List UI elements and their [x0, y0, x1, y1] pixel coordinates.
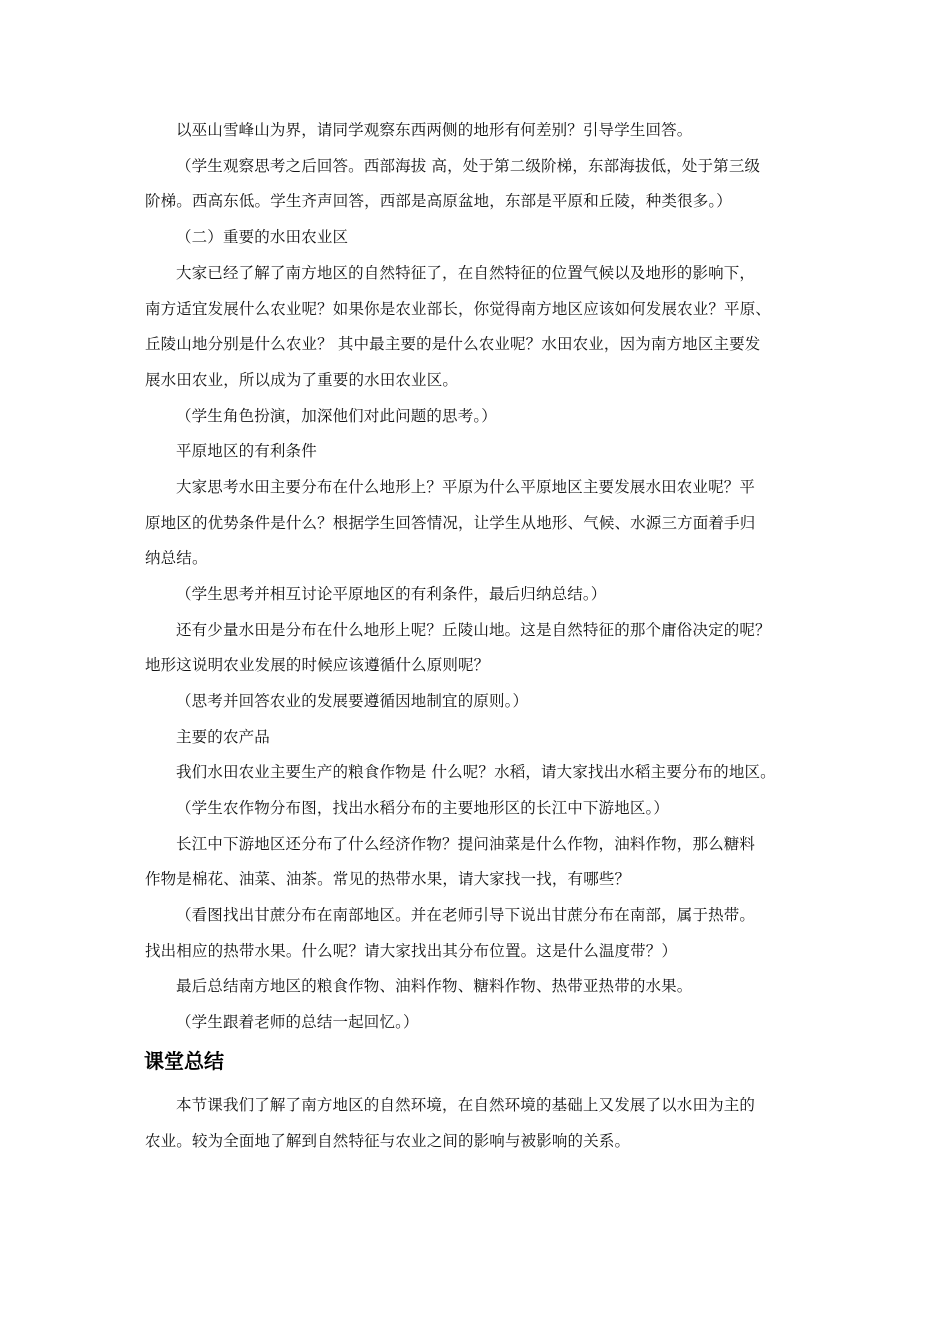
paragraph-line: 我们水田农业主要生产的粮食作物是 什么呢？水稻，请大家找出水稻主要分布的地区。: [176, 763, 776, 781]
paragraph-line: （学生思考并相互讨论平原地区的有利条件，最后归纳总结。）: [176, 585, 607, 603]
paragraph-line: 还有少量水田是分布在什么地形上呢？丘陵山地。这是自然特征的那个庸俗决定的呢？: [176, 621, 771, 639]
paragraph-line: 作物是棉花、油菜、油茶。常见的热带水果，请大家找一找，有哪些？: [145, 870, 631, 888]
paragraph-line: （思考并回答农业的发展要遵循因地制宜的原则。）: [176, 692, 529, 710]
paragraph-line: 长江中下游地区还分布了什么经济作物？提问油菜是什么作物，油料作物，那么糖料: [176, 835, 756, 853]
topic-label: 主要的农产品: [176, 728, 270, 746]
section-heading: 课堂总结: [144, 1049, 224, 1073]
paragraph-line: （学生观察思考之后回答。西部海拔 高，处于第二级阶梯，东部海拔低，处于第三级: [176, 157, 761, 175]
paragraph-line: 地形这说明农业发展的时候应该遵循什么原则呢？: [145, 656, 490, 674]
topic-label: 平原地区的有利条件: [176, 442, 317, 460]
summary-line: 本节课我们了解了南方地区的自然环境，在自然环境的基础上又发展了以水田为主的: [176, 1096, 756, 1114]
paragraph-line: 展水田农业，所以成为了重要的水田农业区。: [145, 371, 459, 389]
paragraph-line: （学生角色扮演，加深他们对此问题的思考。）: [176, 407, 497, 425]
paragraph-line: 南方适宜发展什么农业呢？如果你是农业部长，你觉得南方地区应该如何发展农业？平原、: [145, 300, 772, 318]
paragraph-line: （学生农作物分布图，找出水稻分布的主要地形区的长江中下游地区。）: [176, 799, 670, 817]
paragraph-line: 大家已经了解了南方地区的自然特征了，在自然特征的位置气候以及地形的影响下，: [176, 264, 756, 282]
paragraph-line: 以巫山雪峰山为界，请同学观察东西两侧的地形有何差别？引导学生回答。: [176, 121, 693, 139]
section-subheading: （二）重要的水田农业区: [176, 228, 349, 246]
paragraph-line: 大家思考水田主要分布在什么地形上？平原为什么平原地区主要发展水田农业呢？平: [176, 478, 756, 496]
paragraph-line: 纳总结。: [145, 549, 208, 567]
paragraph-line: （看图找出甘蔗分布在南部地区。并在老师引导下说出甘蔗分布在南部，属于热带。: [176, 906, 756, 924]
paragraph-line: 最后总结南方地区的粮食作物、油料作物、糖料作物、热带亚热带的水果。: [176, 977, 693, 995]
paragraph-line: （学生跟着老师的总结一起回忆。）: [176, 1013, 419, 1031]
paragraph-line: 丘陵山地分别是什么农业？ 其中最主要的是什么农业呢？水田农业，因为南方地区主要发: [145, 335, 761, 353]
paragraph-line: 原地区的优势条件是什么？根据学生回答情况，让学生从地形、气候、水源三方面着手归: [145, 514, 756, 532]
summary-line: 农业。较为全面地了解到自然特征与农业之间的影响与被影响的关系。: [145, 1132, 631, 1150]
paragraph-line: 找出相应的热带水果。什么呢？请大家找出其分布位置。这是什么温度带？）: [145, 942, 678, 960]
paragraph-line: 阶梯。西高东低。学生齐声回答，西部是高原盆地，东部是平原和丘陵，种类很多。）: [145, 192, 732, 210]
